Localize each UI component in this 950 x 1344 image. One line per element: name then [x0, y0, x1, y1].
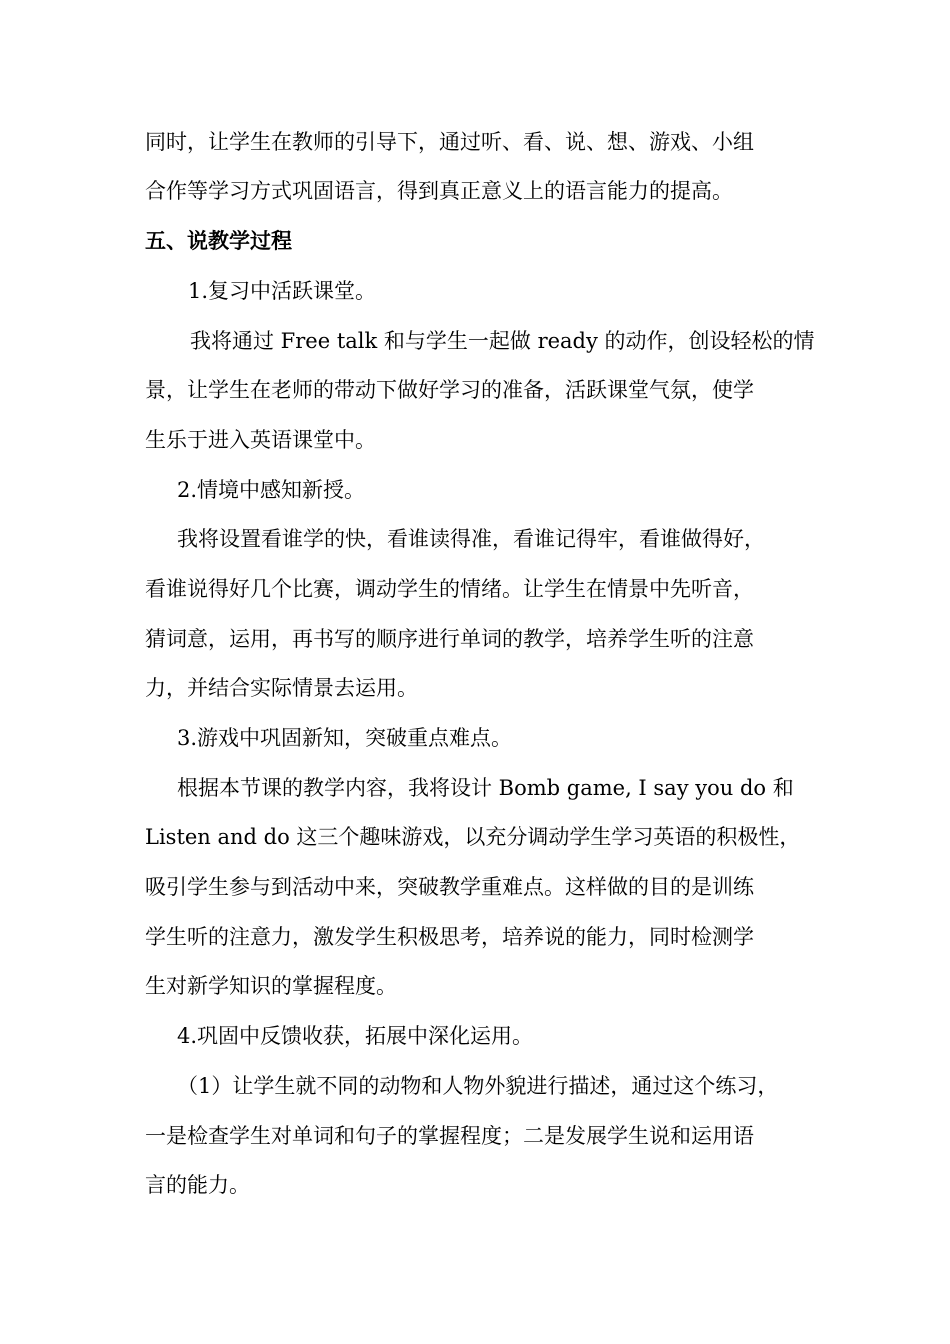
section-heading: 五、说教学过程 — [145, 228, 292, 253]
paragraph-line: 学生听的注意力，激发学生积极思考，培养说的能力，同时检测学 — [145, 925, 754, 949]
paragraph-line: 吸引学生参与到活动中来，突破教学重难点。这样做的目的是训练 — [145, 875, 754, 899]
subheading-line: 2.情境中感知新授。 — [177, 478, 366, 502]
paragraph-line: 合作等学习方式巩固语言，得到真正意义上的语言能力的提高。 — [145, 179, 733, 203]
paragraph-line: （1）让学生就不同的动物和人物外貌进行描述，通过这个练习， — [177, 1074, 779, 1098]
paragraph-line: 一是检查学生对单词和句子的掌握程度；二是发展学生说和运用语 — [145, 1124, 754, 1148]
paragraph-line: 猜词意，运用，再书写的顺序进行单词的教学，培养学生听的注意 — [145, 627, 754, 651]
paragraph-line: 同时，让学生在教师的引导下，通过听、看、说、想、游戏、小组 — [145, 130, 754, 154]
paragraph-line: 生乐于进入英语课堂中。 — [145, 428, 376, 452]
subheading-line: 4.巩固中反馈收获，拓展中深化运用。 — [177, 1024, 534, 1048]
paragraph-line: 力，并结合实际情景去运用。 — [145, 676, 418, 700]
paragraph-line: 根据本节课的教学内容，我将设计 Bomb game, I say you do 和 — [177, 776, 794, 800]
subheading-line: 1.复习中活跃课堂。 — [188, 279, 377, 303]
paragraph-line: 言的能力。 — [145, 1173, 250, 1197]
paragraph-line: 景，让学生在老师的带动下做好学习的准备，活跃课堂气氛，使学 — [145, 378, 754, 402]
paragraph-line: 我将通过 Free talk 和与学生一起做 ready 的动作，创设轻松的情 — [190, 329, 815, 353]
paragraph-line: Listen and do 这三个趣味游戏，以充分调动学生学习英语的积极性， — [145, 825, 801, 849]
paragraph-line: 我将设置看谁学的快，看谁读得准，看谁记得牢，看谁做得好， — [177, 527, 765, 551]
paragraph-line: 看谁说得好几个比赛，调动学生的情绪。让学生在情景中先听音， — [145, 577, 754, 601]
paragraph-line: 生对新学知识的掌握程度。 — [145, 974, 397, 998]
subheading-line: 3.游戏中巩固新知，突破重点难点。 — [177, 726, 513, 750]
